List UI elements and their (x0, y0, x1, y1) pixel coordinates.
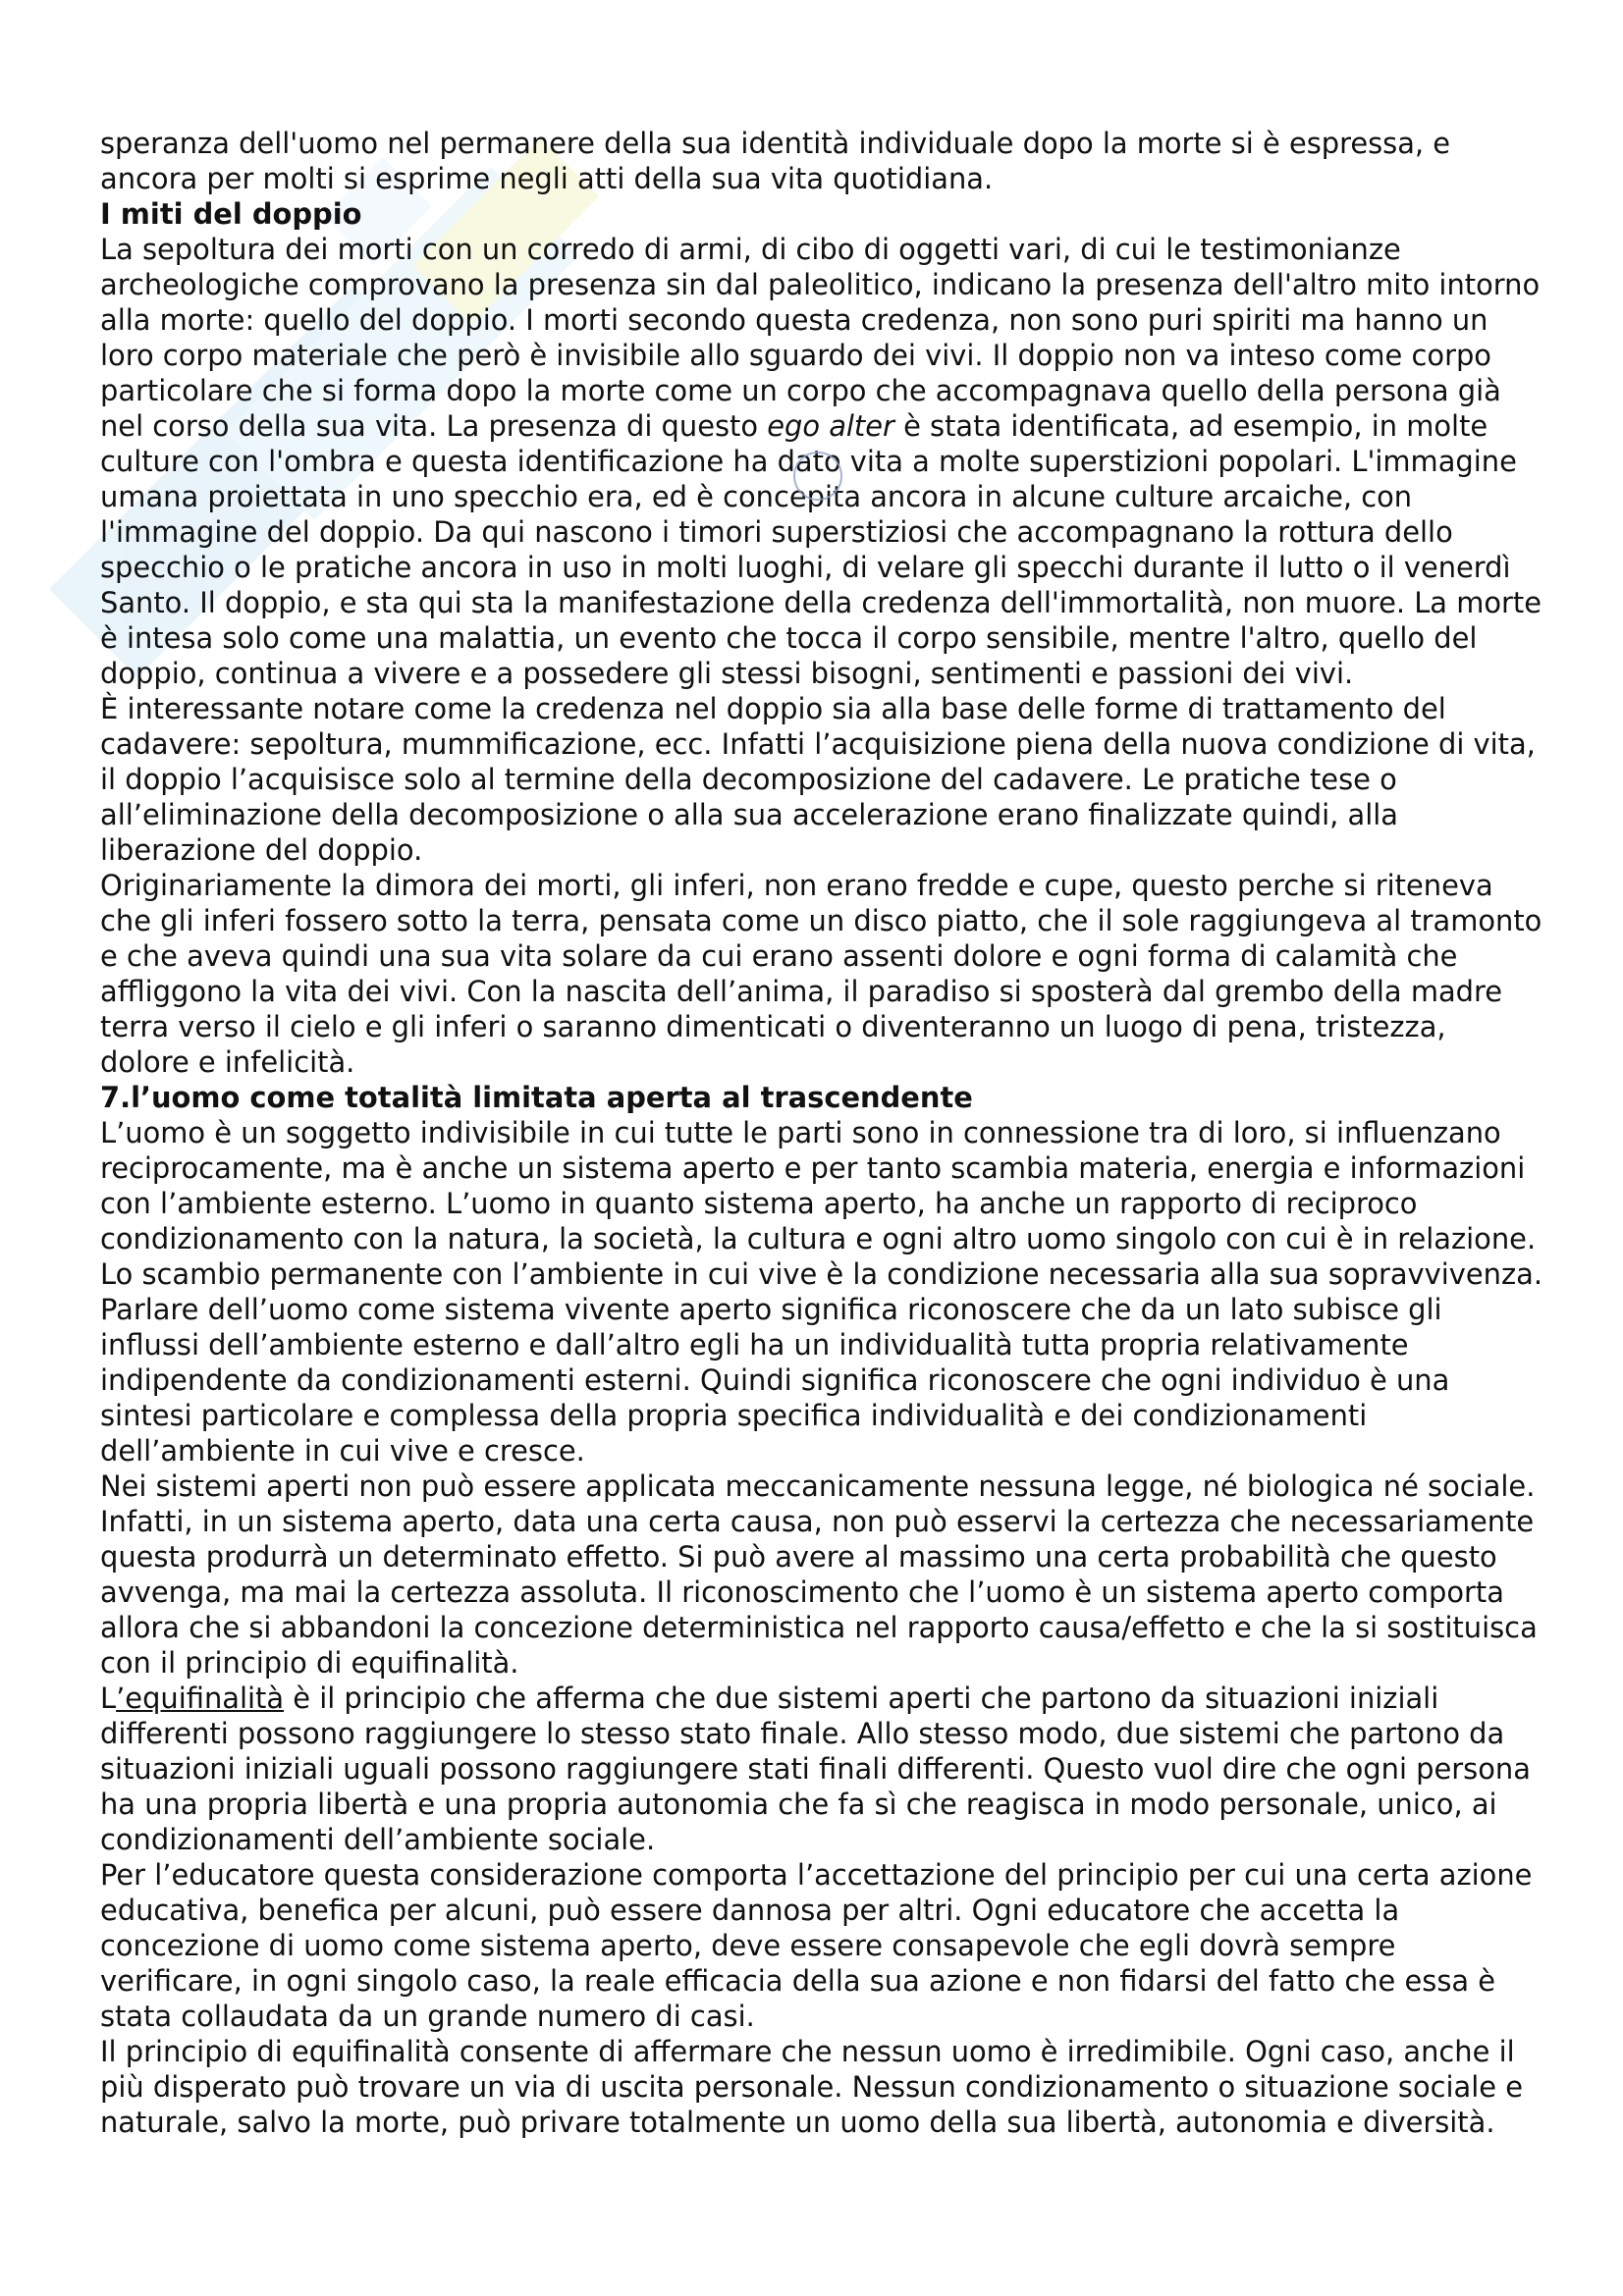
paragraph-text: L (100, 1682, 117, 1715)
section-heading: I miti del doppio (100, 197, 362, 231)
paragraph: È interessante notare come la credenza nel doppio sia alla base delle forme di trattamento del cadavere: sepoltura, mummificazione, ecc. Infatti l’acquisizione piena della nuova condizione di vita, il doppio l’acquisisce solo al termine della decomposizione del cadavere. Le pratiche tese o all’eliminazione della decomposizione o alla sua accelerazione erano finalizzate quindi, alla liberazione del doppio. (100, 692, 1536, 867)
paragraph-text: La sepoltura dei morti con un corredo di armi, di cibo di oggetti vari, di cui le testimonianze archeologiche comprovano la presenza sin dal paleolitico, indicano la presenza dell'altro mito intorno alla morte: quello del doppio. I morti secondo questa credenza, non sono puri spiriti ma hanno un loro corpo materiale che però è invisibile allo sguardo dei vivi. Il doppio non va inteso come corpo particolare che si forma dopo la morte come un corpo che accompagnava quello della persona già nel corso della sua vita. La presenza di questo (100, 233, 1541, 443)
paragraph-text: è stata identificata, ad esempio, in molte culture con l'ombra e questa identificazione ha dato vita a molte superstizioni popolari. L'immagine umana proiettata in uno specchio era, ed è concepita ancora in alcune culture arcaiche, con l'immagine del doppio. Da qui nascono i timori superstiziosi che accompagnano la rottura dello specchio o le pratiche ancora in uso in molti luoghi, di velare gli specchi durante il lutto o il venerdì Santo. Il doppio, e sta qui sta la manifestazione della credenza dell'immortalità, non muore. La morte è intesa solo come una malattia, un evento che tocca il corpo sensibile, mentre l'altro, quello del doppio, continua a vivere e a possedere gli stessi bisogni, sentimenti e passioni dei vivi. (100, 409, 1542, 690)
paragraph: L’uomo è un soggetto indivisibile in cui tutte le parti sono in connessione tra di loro, si influenzano reciprocamente, ma è anche un sistema aperto e per tanto scambia materia, energia e informazioni con l’ambiente esterno. L’uomo in quanto sistema aperto, ha anche un rapporto di reciproco condizionamento con la natura, la società, la cultura e ogni altro uomo singolo con cui è in relazione. Lo scambio permanente con l’ambiente in cui vive è la condizione necessaria alla sua sopravvivenza. Parlare dell’uomo come sistema vivente aperto significa riconoscere che da un lato subisce gli influssi dell’ambiente esterno e dall’altro egli ha un individualità tutta propria relativamente indipendente da condizionamenti esterni. Quindi significa riconoscere che ogni individuo è una sintesi particolare e complessa della propria specifica individualità e dei condizionamenti dell’ambiente in cui vive e cresce. (100, 1116, 1543, 1468)
paragraph: Per l’educatore questa considerazione comporta l’accettazione del principio per cui una certa azione educativa, benefica per alcuni, può essere dannosa per altri. Ogni educatore che accetta la concezione di uomo come sistema aperto, deve essere consapevole che egli dovrà sempre verificare, in ogni singolo caso, la reale efficacia della sua azione e non fidarsi del fatto che essa è stata collaudata da un grande numero di casi. (100, 1858, 1533, 2033)
paragraph: Originariamente la dimora dei morti, gli inferi, non erano fredde e cupe, questo perche si riteneva che gli inferi fossero sotto la terra, pensata come un disco piatto, che il sole raggiungeva al tramonto e che aveva quindi una sua vita solare da cui erano assenti dolore e ogni forma di calamità che affliggono la vita dei vivi. Con la nascita dell’anima, il paradiso si sposterà dal grembo della madre terra verso il cielo e gli inferi o saranno dimenticati o diventeranno un luogo di pena, tristezza, dolore e infelicità. (100, 869, 1542, 1079)
italic-term: ego alter (767, 409, 894, 443)
underlined-term: ’equifinalità (116, 1682, 285, 1715)
paragraph (100, 232, 1543, 691)
paragraph-text: è il principio che afferma che due sistemi aperti che partono da situazioni iniziali differenti possono raggiungere lo stesso stato finale. Allo stesso modo, due sistemi che partono da situazioni iniziali uguali possono raggiungere stati finali differenti. Questo vuol dire che ogni persona ha una propria libertà e una propria autonomia che fa sì che reagisca in modo personale, unico, ai condizionamenti dell’ambiente sociale. (100, 1682, 1531, 1856)
section-heading: 7.l’uomo come totalità limitata aperta al trascendente (100, 1081, 973, 1114)
paragraph: speranza dell'uomo nel permanere della sua identità individuale dopo la morte si è espressa, e ancora per molti si esprime negli atti della sua vita quotidiana. (100, 127, 1451, 195)
paragraph (100, 1681, 1543, 1857)
paragraph: Nei sistemi aperti non può essere applicata meccanicamente nessuna legge, né biologica né sociale. Infatti, in un sistema aperto, data una certa causa, non può esservi la certezza che necessariamente questa produrrà un determinato effetto. Si può avere al massimo una certa probabilità che questo avvenga, ma mai la certezza assoluta. Il riconoscimento che l’uomo è un sistema aperto comporta allora che si abbandoni la concezione deterministica nel rapporto causa/effetto e che la si sostituisca con il principio di equifinalità. (100, 1469, 1538, 1680)
document-body (100, 126, 1543, 2140)
paragraph: Il principio di equifinalità consente di affermare che nessun uomo è irredimibile. Ogni caso, anche il più disperato può trovare un via di uscita personale. Nessun condizionamento o situazione sociale e naturale, salvo la morte, può privare totalmente un uomo della sua libertà, autonomia e diversità. (100, 2035, 1524, 2139)
